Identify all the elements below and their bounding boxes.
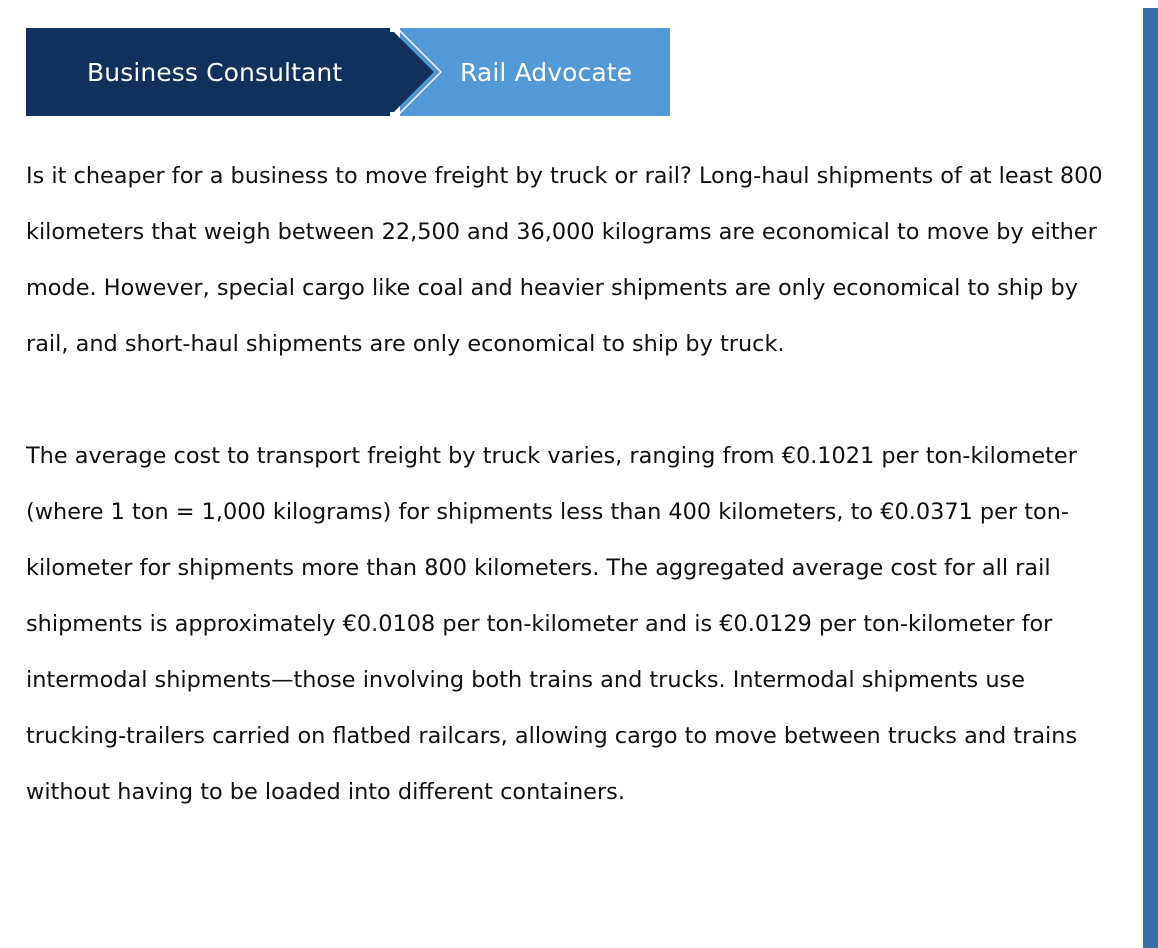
right-scrollbar[interactable]: [1143, 8, 1158, 948]
passage-content: [26, 148, 1106, 820]
tab-rail-advocate-label: Rail Advocate: [460, 57, 633, 87]
passage-paragraph-1: Is it cheaper for a business to move freight by truck or rail? Long-haul shipments of at least 800 kilometers that weigh between 22,500 and 36,000 kilograms are economical to move by either mode. However, special cargo like coal and heavier shipments are only economical to ship by rail, and short-haul shipments are only economical to ship by truck.: [26, 163, 1103, 357]
passage-paragraph-2: The average cost to transport freight by truck varies, ranging from €0.1021 per ton-kilometer (where 1 ton = 1,000 kilograms) for shipments less than 400 kilometers, to €0.0371 per ton-kilometer for shipments more than 800 kilometers. The aggregated average cost for all rail shipments is approximately €0.0108 per ton-kilometer and is €0.0129 per ton-kilometer for intermodal shipments—those involving both trains and trucks. Intermodal shipments use trucking-trailers carried on flatbed railcars, allowing cargo to move between trucks and trains without having to be loaded into different containers.: [26, 443, 1078, 805]
tab-business-consultant[interactable]: [26, 28, 390, 116]
tab-business-consultant-label: Business Consultant: [87, 57, 343, 87]
tab-chevron-divider: [390, 28, 442, 116]
